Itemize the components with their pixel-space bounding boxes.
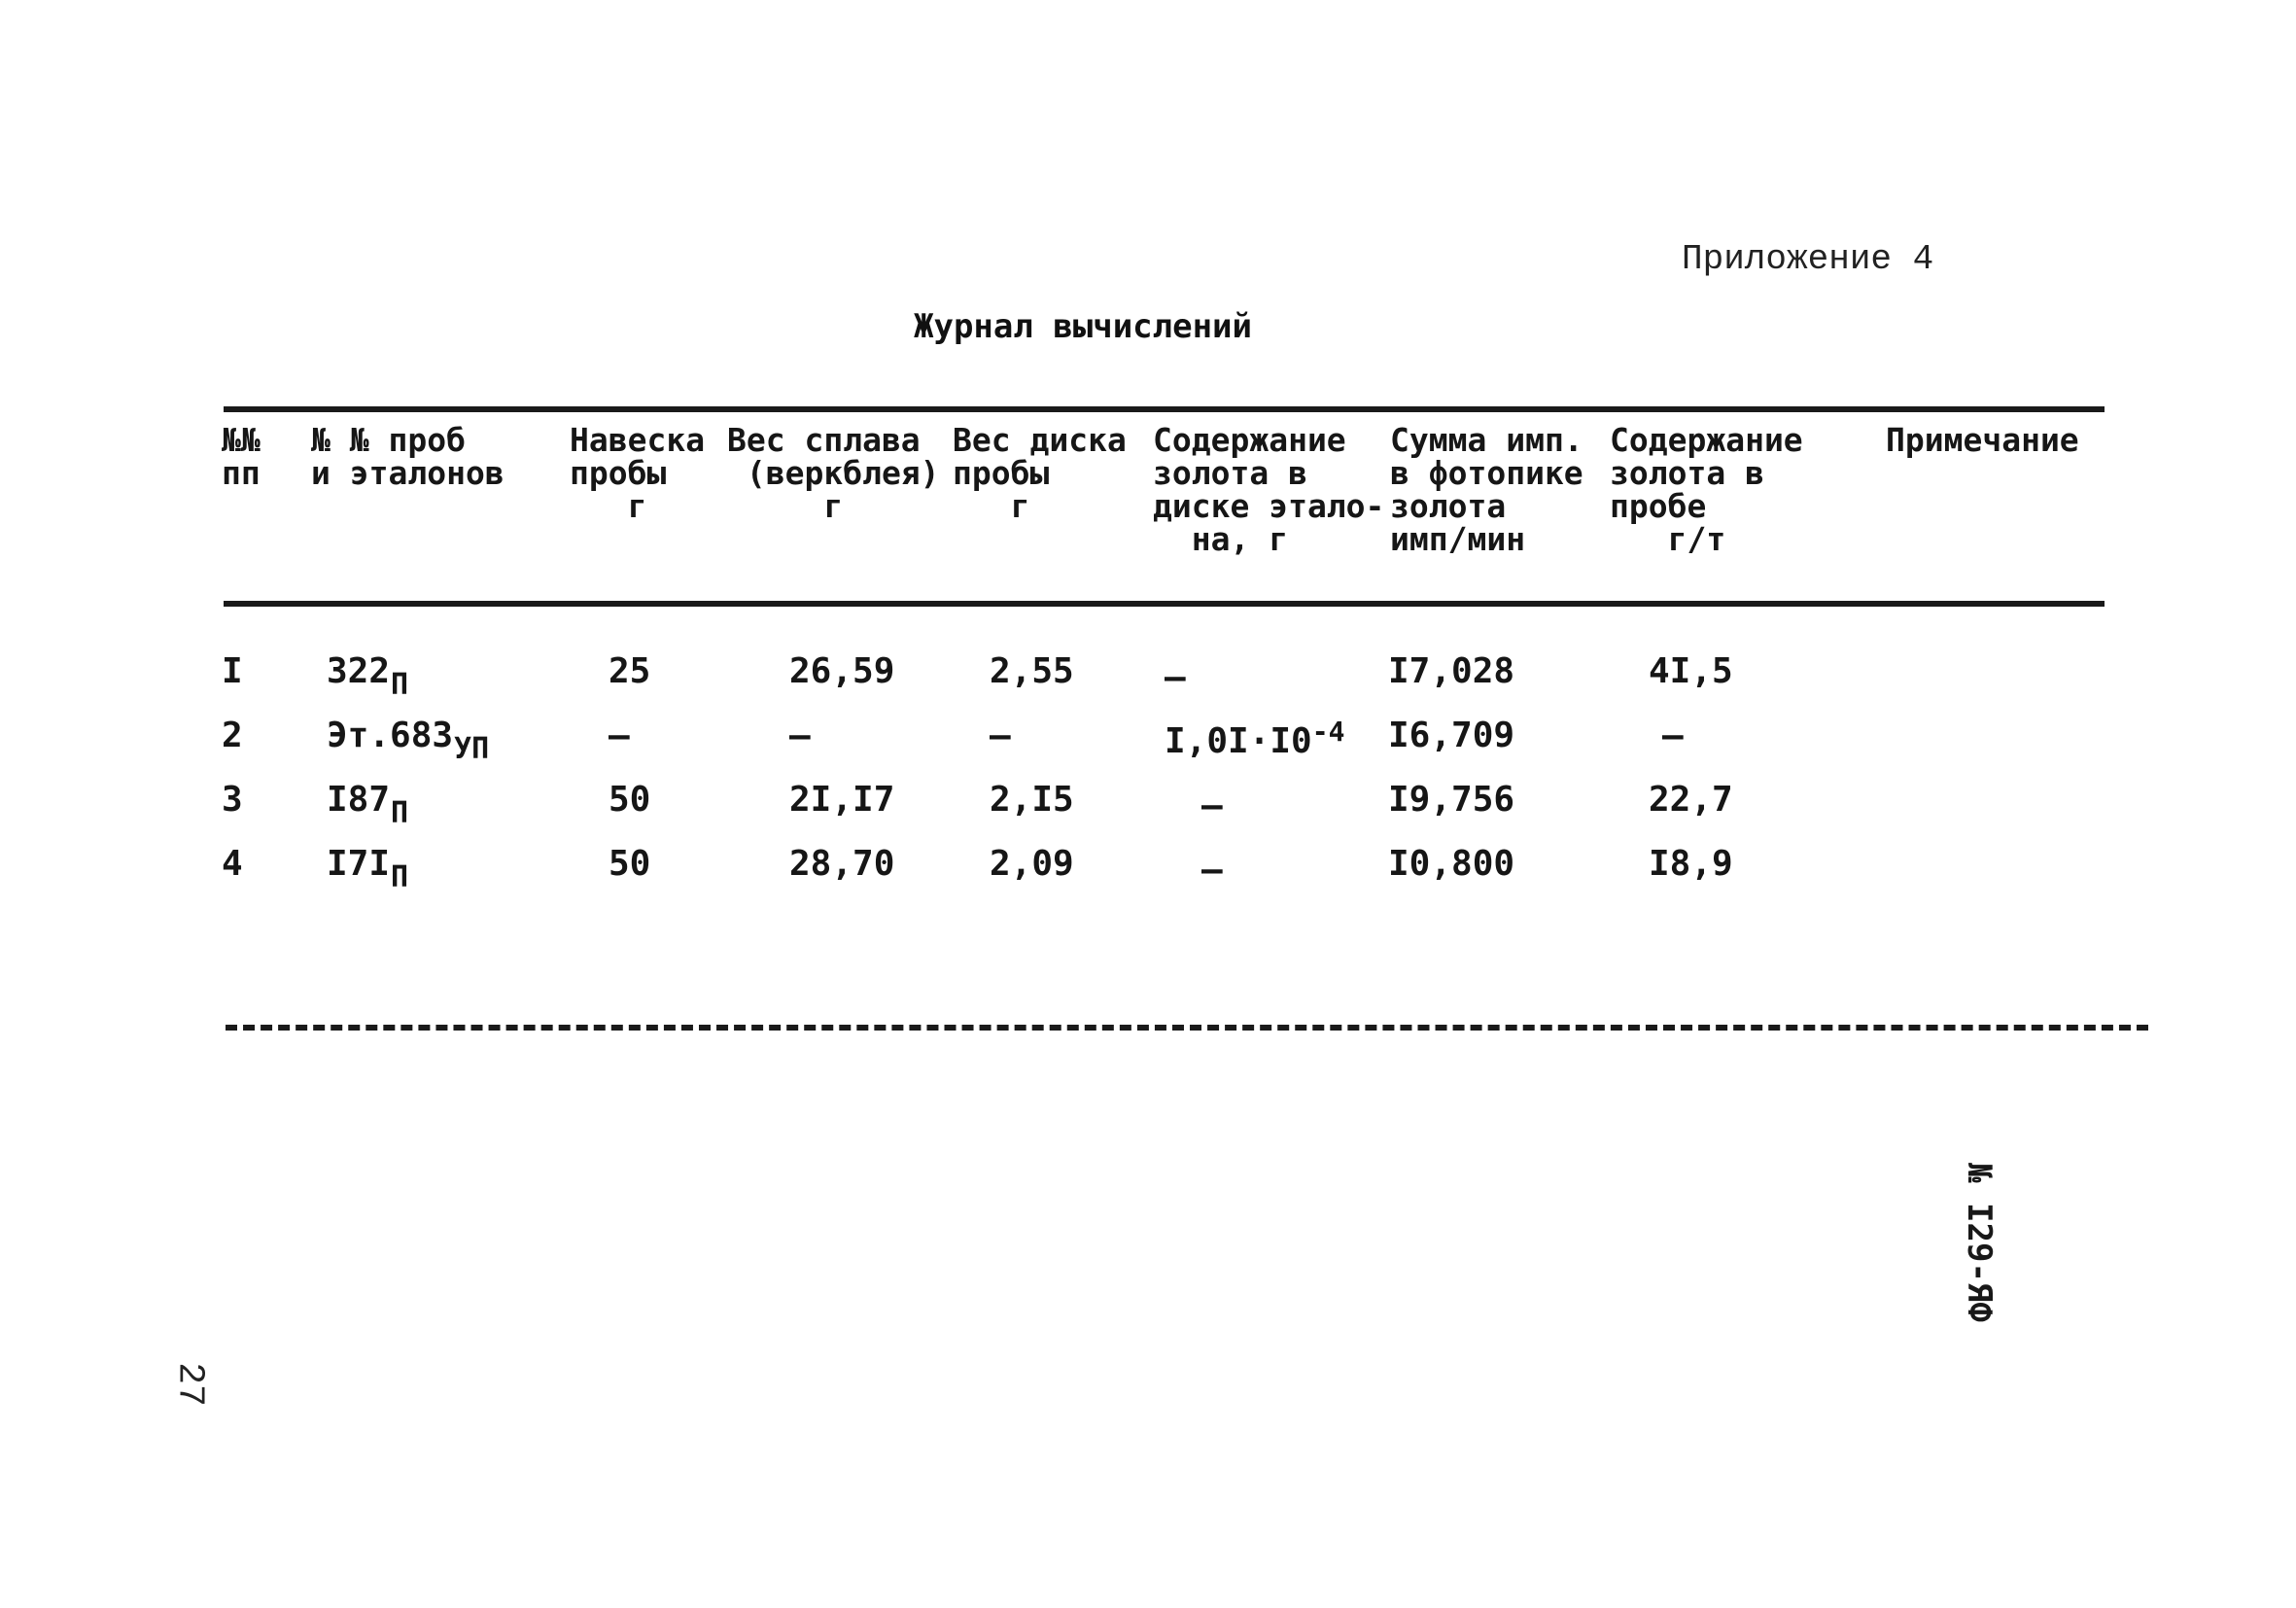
- cell-disk-weight: –: [990, 716, 1011, 755]
- cell-disk-weight: 2,09: [990, 844, 1074, 884]
- table-header-rule: [224, 601, 2105, 607]
- journal-title: Журнал вычислений: [914, 307, 1252, 346]
- cell-gold-in-sample: –: [1662, 716, 1684, 755]
- cell-row-number: 2: [222, 716, 243, 755]
- cell-row-number: I: [222, 651, 243, 691]
- sample-id-text: 322: [327, 651, 391, 691]
- cell-gold-in-standard: [1165, 716, 1344, 761]
- sample-id-text: I87: [327, 780, 391, 820]
- header-note: Примечание: [1886, 421, 2079, 459]
- cell-impulse-sum: I7,028: [1388, 651, 1515, 691]
- sample-id-subscript: П: [391, 668, 409, 702]
- gold-standard-value: –: [1165, 657, 1186, 697]
- sample-id-subscript: УП: [454, 732, 490, 766]
- cell-impulse-sum: I0,800: [1388, 844, 1515, 884]
- header-gold-in-standard: Содержание золота в диске этало- на, г: [1153, 421, 1385, 558]
- cell-disk-weight: 2,55: [990, 651, 1074, 691]
- cell-gold-in-standard: [1165, 651, 1186, 697]
- cell-gold-in-standard: [1201, 844, 1223, 890]
- cell-sample-id: [327, 651, 408, 702]
- cell-gold-in-sample: 4I,5: [1649, 651, 1733, 691]
- cell-gold-in-sample: 22,7: [1649, 780, 1733, 820]
- cell-impulse-sum: I9,756: [1388, 780, 1515, 820]
- cell-gold-in-sample: I8,9: [1649, 844, 1733, 884]
- appendix-label: Приложение 4: [1682, 239, 1934, 279]
- table-top-rule: [224, 406, 2105, 412]
- cell-disk-weight: 2,I5: [990, 780, 1074, 820]
- cell-alloy-weight: 28,70: [789, 844, 895, 884]
- header-disk-weight: Вес диска пробы г: [953, 421, 1127, 525]
- cell-alloy-weight: 26,59: [789, 651, 895, 691]
- cell-sample-mass: 50: [609, 844, 651, 884]
- cell-row-number: 4: [222, 844, 243, 884]
- header-gold-in-sample: Содержание золота в пробе г/т: [1610, 421, 1803, 558]
- gold-standard-value: –: [1201, 786, 1223, 825]
- cell-sample-mass: –: [609, 716, 630, 755]
- cell-sample-id: [327, 716, 489, 766]
- document-code: № I29-ЯФ: [1960, 1163, 1999, 1322]
- cell-sample-id: [327, 780, 408, 830]
- cell-sample-mass: 25: [609, 651, 651, 691]
- header-row-number: №№ пп: [222, 421, 261, 492]
- sample-id-subscript: П: [391, 860, 409, 894]
- cell-impulse-sum: I6,709: [1388, 716, 1515, 755]
- cell-sample-id: [327, 844, 408, 894]
- sample-id-subscript: П: [391, 796, 409, 830]
- page-number: 27: [168, 1362, 211, 1407]
- gold-standard-value: I,0I·I0: [1165, 721, 1312, 761]
- table-bottom-dashed-rule: [226, 1025, 2148, 1031]
- cell-alloy-weight: 2I,I7: [789, 780, 895, 820]
- header-alloy-weight: Вес сплава (веркблея) г: [727, 421, 940, 525]
- header-sample-id: № № проб и эталонов: [311, 421, 504, 492]
- sample-id-text: I7I: [327, 844, 391, 884]
- header-sample-mass: Навеска пробы г: [570, 421, 706, 525]
- cell-sample-mass: 50: [609, 780, 651, 820]
- gold-standard-value: –: [1201, 850, 1223, 890]
- cell-gold-in-standard: [1201, 780, 1223, 825]
- cell-alloy-weight: –: [789, 716, 811, 755]
- cell-row-number: 3: [222, 780, 243, 820]
- sample-id-text: Эт.683: [327, 716, 454, 755]
- header-impulse-sum: Сумма имп. в фотопике золота имп/мин: [1390, 421, 1583, 558]
- gold-standard-exponent: -4: [1311, 716, 1345, 748]
